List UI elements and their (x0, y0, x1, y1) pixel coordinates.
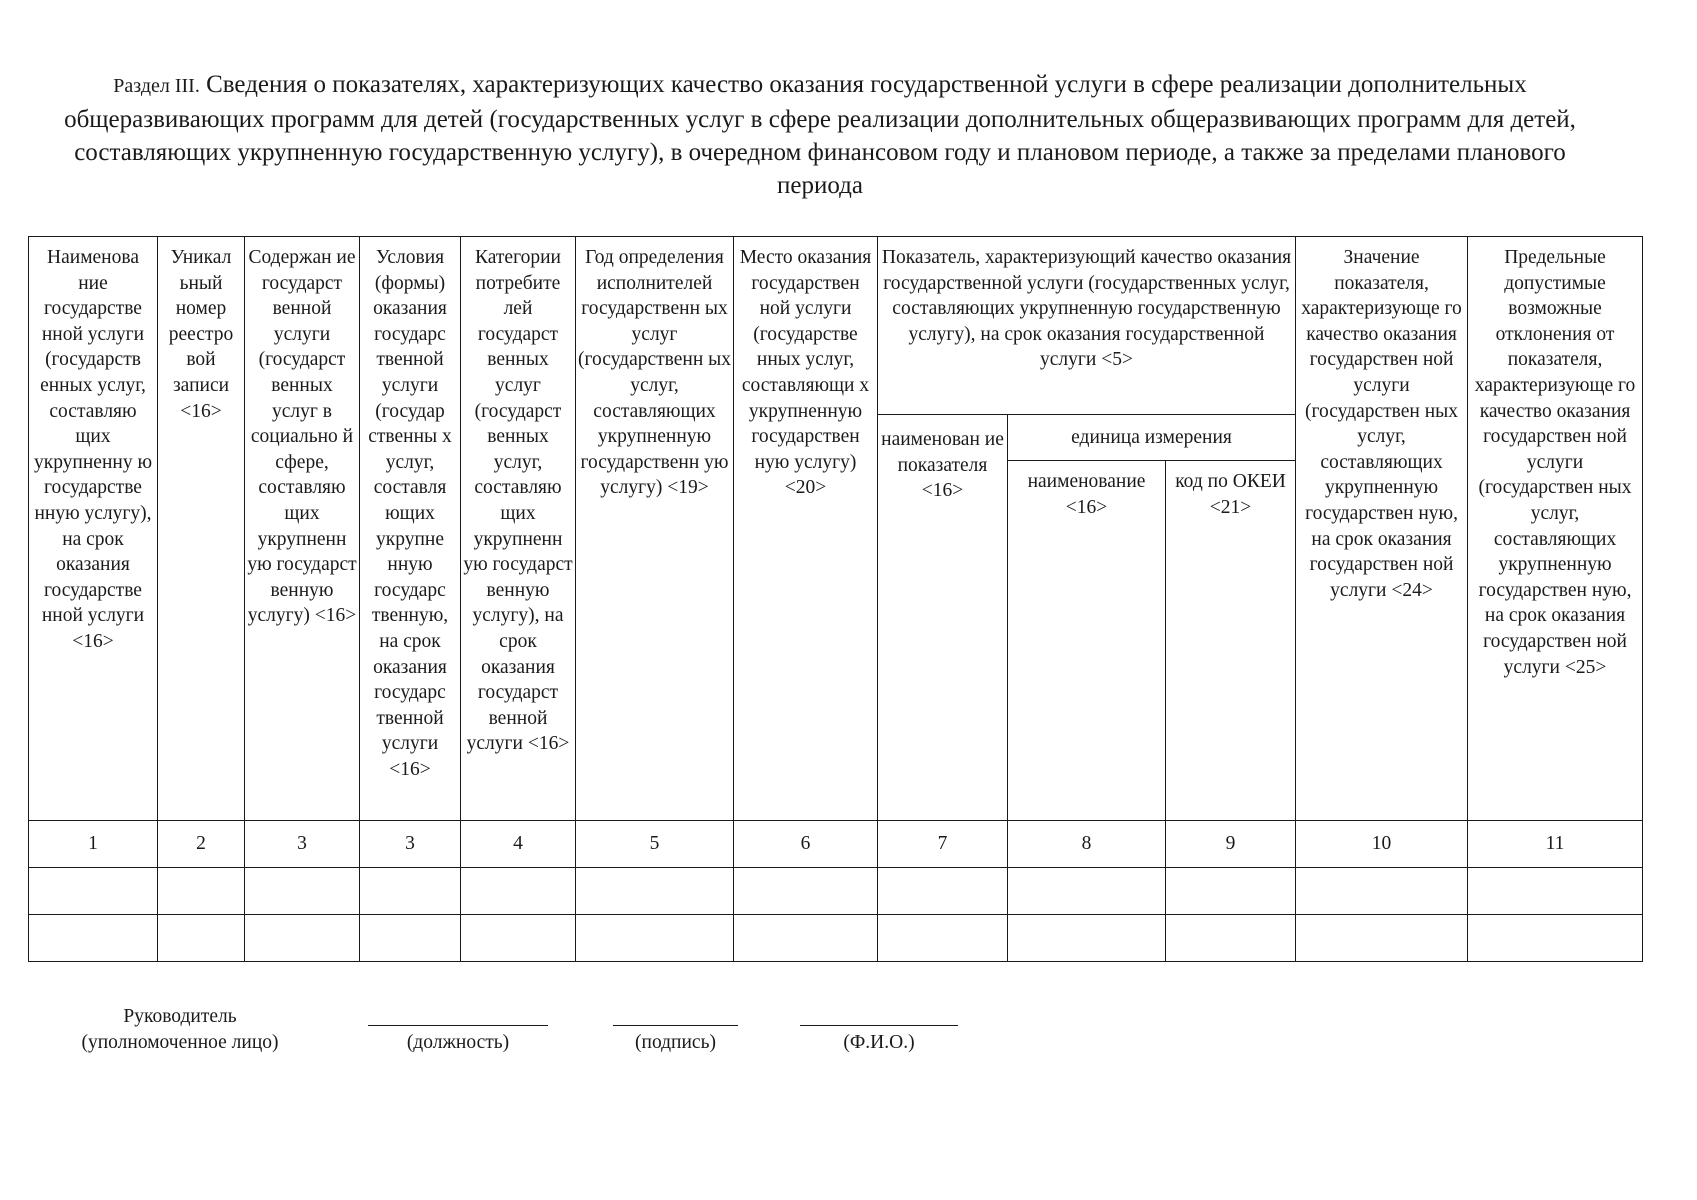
header-unit-okei-code: код по ОКЕИ <21> (1166, 461, 1296, 821)
section-title (60, 68, 1580, 202)
column-number-row (29, 821, 1643, 868)
empty-cell[interactable] (878, 915, 1008, 962)
empty-cell[interactable] (576, 915, 734, 962)
table-row (29, 915, 1643, 962)
header-unit-name: наименование <16> (1008, 461, 1166, 821)
column-number: 7 (878, 821, 1008, 868)
column-number: 3 (360, 821, 461, 868)
column-number: 4 (461, 821, 576, 868)
column-number: 9 (1166, 821, 1296, 868)
full-name-caption: (Ф.И.О.) (843, 1032, 915, 1053)
header-service-content: Содержан ие государст венной услуги (государст венных услуг в социально й сфере, составляю щих укрупненн ую государст венную услугу) <16> (245, 237, 360, 821)
empty-cell[interactable] (1468, 868, 1643, 915)
empty-cell[interactable] (158, 868, 245, 915)
column-number: 3 (245, 821, 360, 868)
column-number: 1 (29, 821, 158, 868)
column-number: 5 (576, 821, 734, 868)
empty-cell[interactable] (734, 915, 878, 962)
header-service-place: Место оказания государствен ной услуги (государстве нных услуг, составляющи х укрупненную государствен ную услугу) <20> (734, 237, 878, 821)
empty-cell[interactable] (245, 868, 360, 915)
table-row (29, 868, 1643, 915)
header-service-conditions: Условия (формы) оказания государс твенной услуги (государ ственны х услуг, составля ющих укрупне нную государс твенную, на срок оказания государс твенной услуги <16> (360, 237, 461, 821)
column-number: 10 (1296, 821, 1468, 868)
header-quality-indicator: Показатель, характеризующий качество оказания государственной услуги (государственных услуг, составляющих укрупненную государственную услугу), на срок оказания государственной услуги <5> (878, 237, 1296, 415)
empty-cell[interactable] (1166, 868, 1296, 915)
empty-cell[interactable] (360, 915, 461, 962)
empty-cell[interactable] (878, 868, 1008, 915)
empty-cell[interactable] (1008, 915, 1166, 962)
header-indicator-name: наименован ие показателя <16> (878, 415, 1008, 821)
empty-cell[interactable] (1166, 915, 1296, 962)
signatory-subtitle: (уполномоченное лицо) (81, 1032, 279, 1053)
empty-cell[interactable] (1468, 915, 1643, 962)
position-caption: (должность) (406, 1032, 510, 1053)
header-unit-group: единица измерения (1008, 415, 1296, 461)
empty-cell[interactable] (29, 915, 158, 962)
signatory-label (60, 1004, 300, 1056)
empty-cell[interactable] (461, 915, 576, 962)
full-name-line[interactable] (800, 1025, 958, 1026)
header-service-name: Наименова ние государстве нной услуги (государств енных услуг, составляю щих укрупненну ю государстве нную услугу), на срок оказания государстве нной услуги <16> (29, 237, 158, 821)
section-prefix: Раздел III. (113, 75, 200, 97)
empty-cell[interactable] (734, 868, 878, 915)
column-number: 8 (1008, 821, 1166, 868)
header-indicator-value: Значение показателя, характеризующе го качество оказания государствен ной услуги (государствен ных услуг, составляющих укрупненную государствен ную, на срок оказания государствен ной услуги <24> (1296, 237, 1468, 821)
signatory-title: Руководитель (123, 1006, 237, 1027)
header-registry-number: Уникал ьный номер реестро вой записи <16> (158, 237, 245, 821)
quality-indicators-table (28, 236, 1643, 962)
header-consumer-categories: Категории потребите лей государст венных услуг (государст венных услуг, составляю щих укрупненн ую государст венную услугу), на срок оказания государст венной услуги <16> (461, 237, 576, 821)
empty-cell[interactable] (576, 868, 734, 915)
empty-cell[interactable] (360, 868, 461, 915)
column-number: 6 (734, 821, 878, 868)
empty-cell[interactable] (1296, 915, 1468, 962)
empty-cell[interactable] (29, 868, 158, 915)
signature-line[interactable] (613, 1025, 738, 1026)
empty-cell[interactable] (158, 915, 245, 962)
section-title-text: Сведения о показателях, характеризующих качество оказания государственной услуги в сфере реализации дополнительных общеразвивающих программ для детей (государственных услуг в сфере реализации дополнительных общеразвивающих программ для детей, составляющих укрупненную государственную услугу), в очередном финансовом году и плановом периоде, а также за пределами планового периода (64, 71, 1576, 199)
empty-cell[interactable] (245, 915, 360, 962)
column-number: 11 (1468, 821, 1643, 868)
position-line[interactable] (368, 1025, 548, 1026)
empty-cell[interactable] (1296, 868, 1468, 915)
empty-cell[interactable] (461, 868, 576, 915)
column-number: 2 (158, 821, 245, 868)
header-allowed-deviation: Предельные допустимые возможные отклонения от показателя, характеризующе го качество оказания государствен ной услуги (государствен ных услуг, составляющих укрупненную государствен ную, на срок оказания государствен ной услуги <25> (1468, 237, 1643, 821)
header-executor-year: Год определения исполнителей государственн ых услуг (государственн ых услуг, составляющих укрупненную государственн ую услугу) <19> (576, 237, 734, 821)
empty-cell[interactable] (1008, 868, 1166, 915)
signature-caption: (подпись) (635, 1032, 716, 1053)
